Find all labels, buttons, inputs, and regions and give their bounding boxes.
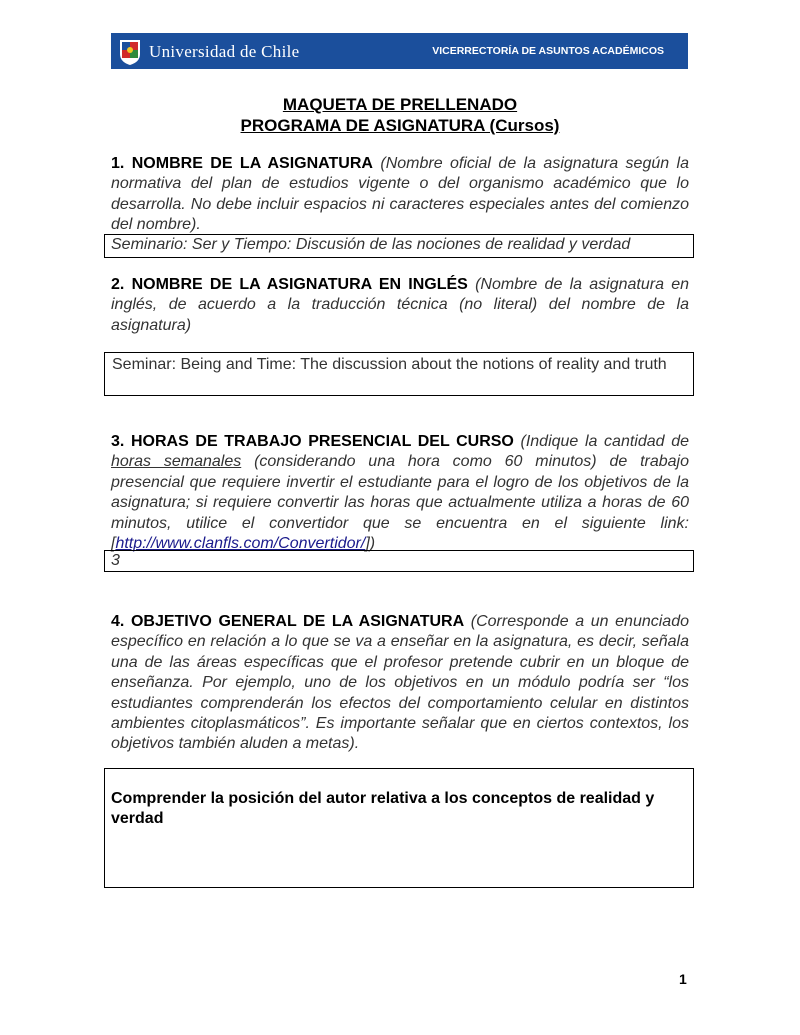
section3-hint-underlined: horas semanales bbox=[111, 453, 242, 471]
section4-description bbox=[111, 612, 689, 755]
section1-description bbox=[111, 154, 689, 236]
section4-value-field[interactable]: Comprender la posición del autor relativa a los conceptos de realidad y verdad bbox=[104, 768, 694, 888]
section3-hint-c: ]) bbox=[365, 535, 376, 553]
section4-heading: 4. OBJETIVO GENERAL DE LA ASIGNATURA bbox=[111, 613, 465, 630]
vicerrectoria-label: VICERRECTORÍA DE ASUNTOS ACADÉMICOS bbox=[432, 45, 664, 57]
section3-description bbox=[111, 432, 689, 554]
section2-heading: 2. NOMBRE DE LA ASIGNATURA EN INGLÉS bbox=[111, 276, 468, 293]
university-name: Universidad de Chile bbox=[149, 42, 300, 61]
section3-hint-a: (Indique la cantidad de bbox=[520, 433, 689, 450]
section2-hint: (Nombre de la asignatura en inglés, de acuerdo a la traducción técnica (no literal) del nombre de la asignatura) bbox=[111, 276, 689, 334]
section3-hint-b: (considerando una hora como 60 minutos) de trabajo presencial que requiere invertir el estudiante para el logro de los objetivos de la asignatura; si requiere convertir las horas que actualmente utiliza a horas de 60 minutos, utilice el convertidor que se encuentra en el siguiente link: [ bbox=[111, 453, 690, 553]
section4-hint: (Corresponde a un enunciado específico en relación a lo que se va a enseñar en la asignatura, es decir, señala una de las áreas específicas que el profesor pretende cubrir en un bloque de enseñanza. Por ejemplo, uno de los objetivos en un módulo podría ser “los estudiantes comprenderán los efectos del comportamiento celular en distintos ambientes citoplasmáticos”. Es importante señalar que en ciertos contextos, los objetivos también aluden a metas). bbox=[111, 613, 689, 753]
section3-value-field[interactable]: 3 bbox=[104, 550, 694, 572]
doc-title-line2: PROGRAMA DE ASIGNATURA (Cursos) bbox=[240, 116, 560, 135]
page-number: 1 bbox=[679, 971, 687, 987]
university-seal-icon bbox=[118, 36, 142, 66]
section3-heading: 3. HORAS DE TRABAJO PRESENCIAL DEL CURSO bbox=[111, 433, 514, 450]
section1-heading: 1. NOMBRE DE LA ASIGNATURA bbox=[111, 155, 373, 172]
section2-value-field[interactable]: Seminar: Being and Time: The discussion about the notions of reality and truth bbox=[104, 352, 694, 396]
doc-title-line1: MAQUETA DE PRELLENADO bbox=[282, 95, 518, 114]
converter-link[interactable]: http://www.clanfls.com/Convertidor/ bbox=[115, 535, 366, 553]
section1-hint: (Nombre oficial de la asignatura según la normativa del plan de estudios vigente o del organismo académico que lo desarrolla. No debe incluir espacios ni caracteres especiales antes del comienzo del nombre). bbox=[111, 155, 690, 234]
section2-description bbox=[111, 275, 689, 336]
header-banner bbox=[111, 33, 688, 69]
section1-value-field[interactable]: Seminario: Ser y Tiempo: Discusión de las nociones de realidad y verdad bbox=[104, 234, 694, 258]
